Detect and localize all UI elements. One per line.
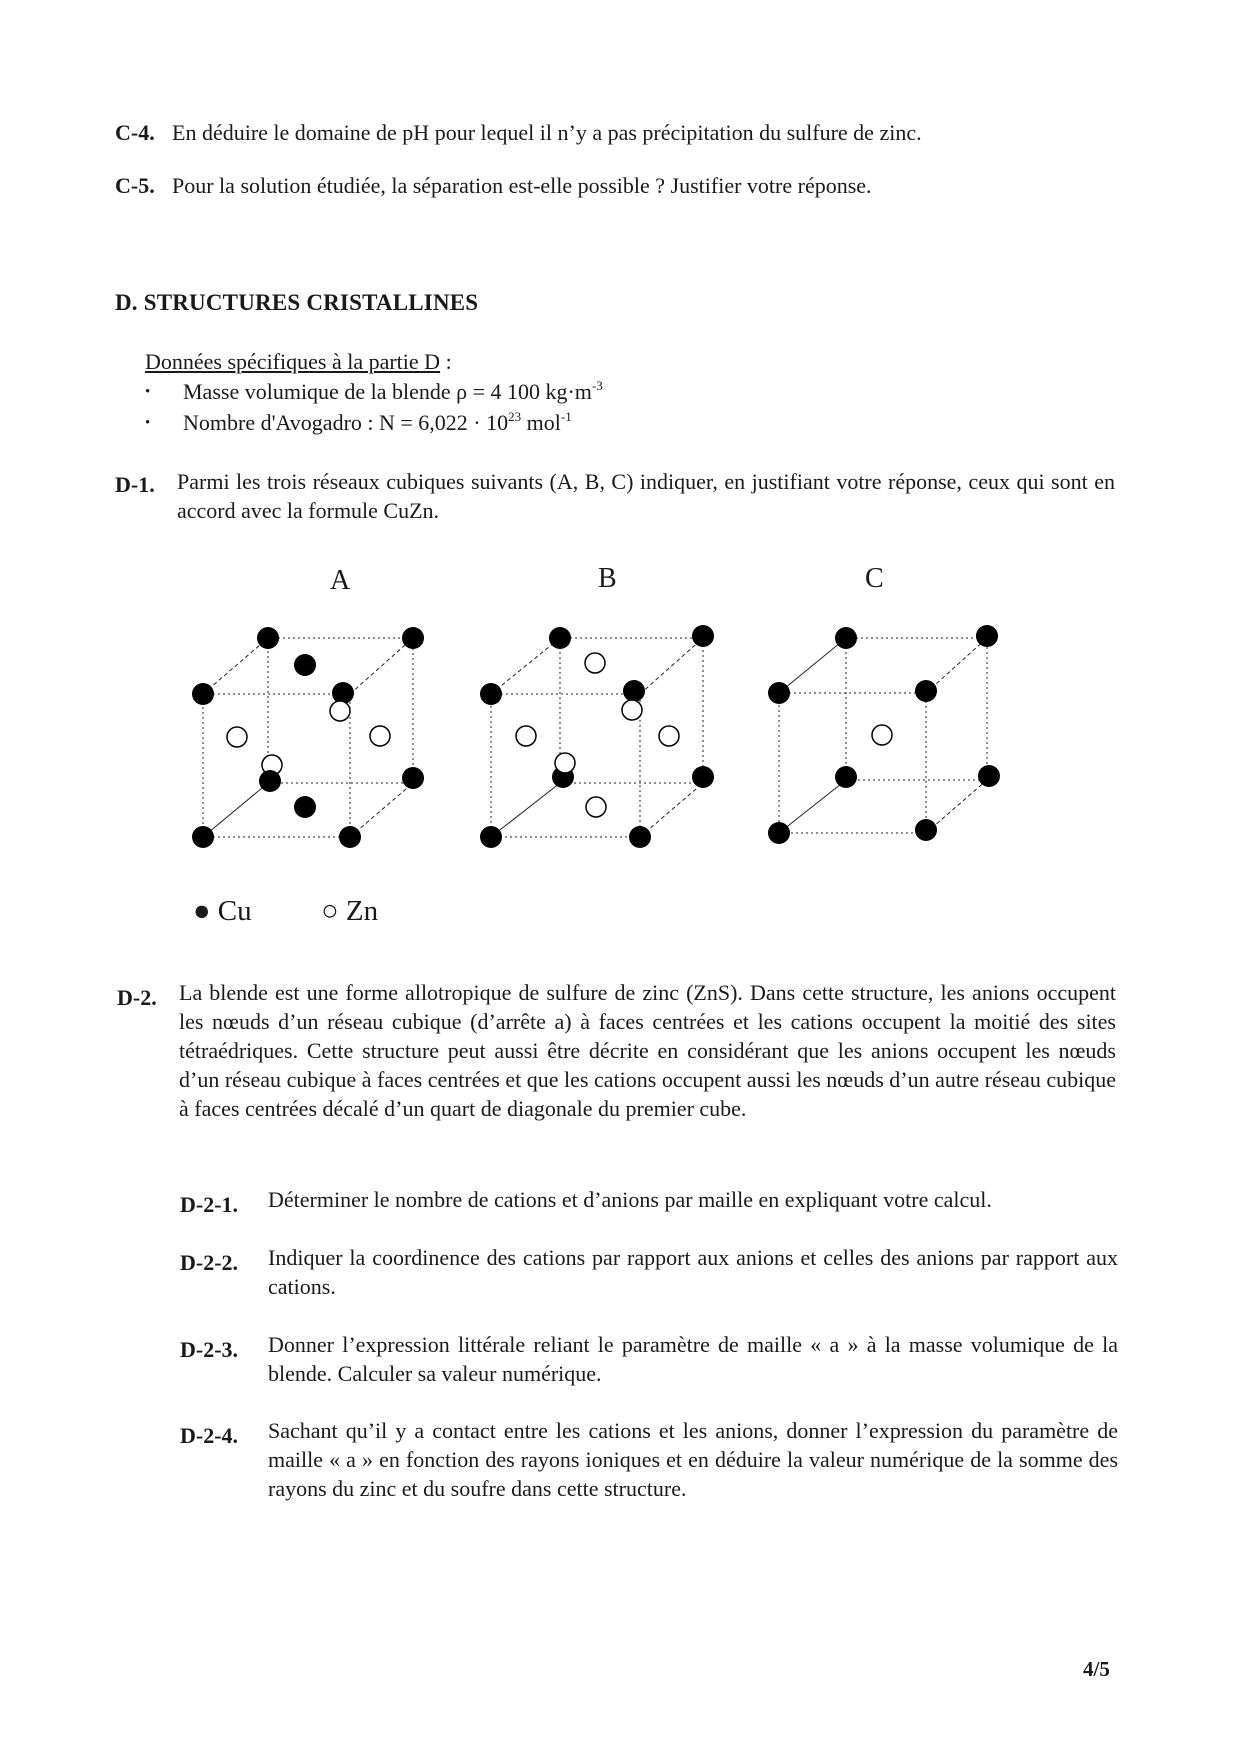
cu-atom <box>768 682 790 704</box>
cube-c-label: C <box>865 563 884 594</box>
legend <box>193 895 378 928</box>
zn-atom <box>872 725 892 745</box>
question-d1-text: Parmi les trois réseaux cubiques suivants (A, B, C) indiquer, en justifiant votre réponse, ceux qui sont en accord avec la formule CuZn. <box>177 469 1115 523</box>
zn-atom <box>585 653 605 673</box>
section-title: D. STRUCTURES CRISTALLINES <box>115 290 479 315</box>
question-label: D-2-3. <box>180 1337 239 1362</box>
cu-atom <box>978 765 1000 787</box>
cu-atom <box>915 819 937 841</box>
cu-atom <box>192 683 214 705</box>
question-label: D-1. <box>115 472 155 497</box>
zn-legend-label: Zn <box>345 895 379 927</box>
cu-atom <box>480 683 502 705</box>
cu-atom <box>402 627 424 649</box>
zn-atom <box>659 726 679 746</box>
cu-atom <box>257 627 279 649</box>
cu-atom <box>629 826 651 848</box>
zn-atom <box>555 753 575 773</box>
zn-atom <box>516 726 536 746</box>
zn-atom <box>370 726 390 746</box>
question-label: D-2-2. <box>180 1250 239 1275</box>
cu-atom <box>259 770 281 792</box>
zn-atom <box>586 797 606 817</box>
question-text: En déduire le domaine de pH pour lequel il n’y a pas précipitation du sulfure de zinc. <box>172 120 922 145</box>
cube-b-atoms <box>480 625 714 848</box>
cu-legend-icon: ● <box>193 895 211 927</box>
cu-atom <box>294 654 316 676</box>
cu-atom <box>339 826 361 848</box>
cu-legend-label: Cu <box>217 895 252 927</box>
zn-atom <box>622 700 642 720</box>
page-number: 4/5 <box>1083 1657 1110 1681</box>
avogadro-item: • Nombre d'Avogadro : $N = 6,022 \cdot 10^{23}$ mol$^{-1}$ <box>145 409 572 435</box>
cu-atom <box>192 826 214 848</box>
question-label: D-2-4. <box>180 1423 239 1448</box>
data-heading: Données spécifiques à la partie D : <box>145 349 452 374</box>
question-label: D-2. <box>117 985 157 1010</box>
cu-atom <box>294 796 316 818</box>
question-text: Sachant qu’il y a contact entre les cations et les anions, donner l’expression du paramètre de maille « a » en fonction des rayons ioniques et en déduire la valeur numérique de la somme des rayons du zinc et du soufre dans cette structure. <box>268 1418 1118 1501</box>
bullet-icon: • <box>145 384 151 400</box>
question-text: Pour la solution étudiée, la séparation est-elle possible ? Justifier votre réponse. <box>172 173 872 198</box>
density-item: • Masse volumique de la blende ρ = 4 100 $kg\cdot m^{-3}$ <box>145 378 603 404</box>
cu-atom <box>402 767 424 789</box>
cu-atom <box>692 625 714 647</box>
cube-a-label: A <box>330 565 351 596</box>
cu-atom <box>976 625 998 647</box>
question-text: Indiquer la coordinence des cations par rapport aux anions et celles des anions par rapport aux cations. <box>268 1245 1118 1299</box>
cu-atom <box>768 822 790 844</box>
question-text: Donner l’expression littérale reliant le paramètre de maille « a » à la masse volumique de la blende. Calculer sa valeur numérique. <box>268 1332 1118 1386</box>
cubic-lattices-figure <box>0 540 1240 960</box>
cu-atom <box>549 627 571 649</box>
question-d2-text: La blende est une forme allotropique de sulfure de zinc (ZnS). Dans cette structure, les anions occupent les nœuds d’un réseau cubique (d’arrête a) à faces centrées et les cations occupent la moitié des sites tétraédriques. Cette structure peut aussi être décrite en considérant que les anions occupent les nœuds d’un réseau cubique à faces centrées et que les cations occupent aussi les nœuds d’un autre réseau cubique à faces centrées décalé d’un quart de diagonale du premier cube. <box>179 980 1116 1121</box>
question-label: D-2-1. <box>180 1192 239 1217</box>
cu-atom <box>480 826 502 848</box>
zn-legend-icon: ○ <box>321 895 339 927</box>
question-label: C-5. <box>115 173 155 198</box>
zn-atom <box>330 701 350 721</box>
cu-atom <box>692 766 714 788</box>
question-c4 <box>115 120 155 146</box>
cu-atom <box>835 627 857 649</box>
cu-atom <box>623 680 645 702</box>
cube-b-label: B <box>598 563 617 594</box>
question-label: C-4. <box>115 120 155 145</box>
cu-atom <box>835 766 857 788</box>
cube-a-atoms <box>192 627 424 848</box>
question-text: Déterminer le nombre de cations et d’anions par maille en expliquant votre calcul. <box>268 1187 992 1212</box>
zn-atom <box>227 727 247 747</box>
question-c5 <box>115 173 155 199</box>
cu-atom <box>915 680 937 702</box>
bullet-icon: • <box>145 415 151 431</box>
